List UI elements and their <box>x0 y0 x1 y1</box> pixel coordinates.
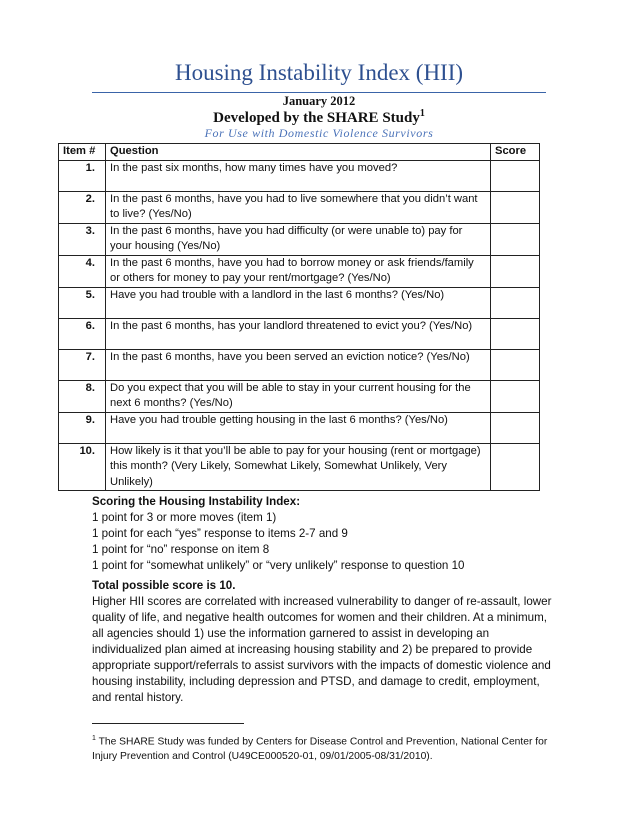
table-header-row <box>59 144 540 161</box>
item-number: 4. <box>59 255 106 287</box>
footnote-mark: 1 <box>92 735 96 742</box>
question-text: In the past 6 months, have you had difficulty (or were unable to) pay for your housing (Yes/No) <box>106 223 491 255</box>
score-cell[interactable] <box>491 443 540 491</box>
hii-table <box>58 143 540 491</box>
item-number: 5. <box>59 287 106 318</box>
question-text: In the past 6 months, have you been served an eviction notice? (Yes/No) <box>106 349 491 380</box>
table-row <box>59 412 540 443</box>
scoring-line: 1 point for 3 or more moves (item 1) <box>92 511 277 524</box>
score-cell[interactable] <box>491 223 540 255</box>
item-number: 8. <box>59 380 106 412</box>
table-row <box>59 191 540 223</box>
score-cell[interactable] <box>491 160 540 191</box>
question-text: Do you expect that you will be able to stay in your current housing for the next 6 months? (Yes/No) <box>106 380 491 412</box>
item-number: 1. <box>59 160 106 191</box>
question-text: In the past 6 months, have you had to borrow money or ask friends/family or others for money to pay your rent/mortgage? (Yes/No) <box>106 255 491 287</box>
score-cell[interactable] <box>491 380 540 412</box>
footnote-reference: 1 <box>419 108 425 119</box>
score-cell[interactable] <box>491 255 540 287</box>
document-date: January 2012 <box>282 94 356 108</box>
header-score: Score <box>491 144 540 161</box>
question-text: In the past six months, how many times have you moved? <box>106 160 491 191</box>
question-text: Have you had trouble with a landlord in the last 6 months? (Yes/No) <box>106 287 491 318</box>
footnote <box>92 731 552 764</box>
table-row <box>59 223 540 255</box>
table-row <box>59 160 540 191</box>
scoring-line: 1 point for “no” response on item 8 <box>92 543 270 556</box>
item-number: 6. <box>59 318 106 349</box>
item-number: 7. <box>59 349 106 380</box>
total-heading: Total possible score is 10. <box>92 579 236 592</box>
developed-by-line <box>0 108 638 127</box>
score-cell[interactable] <box>491 191 540 223</box>
item-number: 9. <box>59 412 106 443</box>
question-text: Have you had trouble getting housing in the last 6 months? (Yes/No) <box>106 412 491 443</box>
table-row <box>59 443 540 491</box>
scoring-section <box>92 494 552 574</box>
question-text: How likely is it that you’ll be able to pay for your housing (rent or mortgage) this month? (Very Likely, Somewhat Likely, Somewhat Unlikely, Very Unlikely) <box>106 443 491 491</box>
developed-by-text: Developed by the SHARE Study <box>213 110 420 126</box>
table-row <box>59 255 540 287</box>
scoring-line: 1 point for each “yes” response to items 2-7 and 9 <box>92 527 348 540</box>
question-text: In the past 6 months, has your landlord threatened to evict you? (Yes/No) <box>106 318 491 349</box>
table-row <box>59 287 540 318</box>
table-row <box>59 349 540 380</box>
document-subtitle: For Use with Domestic Violence Survivors <box>204 126 434 140</box>
footnote-divider <box>92 723 244 724</box>
scoring-line: 1 point for “somewhat unlikely” or “very unlikely” response to question 10 <box>92 559 465 572</box>
score-cell[interactable] <box>491 287 540 318</box>
header-question: Question <box>106 144 491 161</box>
table-row <box>59 318 540 349</box>
header-item-number: Item # <box>59 144 106 161</box>
total-body: Higher HII scores are correlated with increased vulnerability to danger of re-assault, lower quality of life, and negative health outcomes for women and their children. At a minimum, all agencies should 1) use the information garnered to assist in developing an individualized plan aimed at increasing housing stability and 2) be prepared to provide appropriate support/referrals to assist survivors with the impacts of domestic violence and housing instability, including depression and PTSD, and damage to credit, employment, and rental history. <box>92 595 552 704</box>
scoring-heading: Scoring the Housing Instability Index: <box>92 495 301 508</box>
item-number: 3. <box>59 223 106 255</box>
table-row <box>59 380 540 412</box>
item-number: 10. <box>59 443 106 491</box>
score-cell[interactable] <box>491 318 540 349</box>
footnote-text: The SHARE Study was funded by Centers for Disease Control and Prevention, National Center for Injury Prevention and Control (U49CE000520-01, 09/01/2005-08/31/2010). <box>92 736 548 763</box>
item-number: 2. <box>59 191 106 223</box>
total-section <box>92 578 552 706</box>
document-title: Housing Instability Index (HII) <box>174 60 464 85</box>
score-cell[interactable] <box>491 412 540 443</box>
question-text: In the past 6 months, have you had to live somewhere that you didn’t want to live? (Yes/No) <box>106 191 491 223</box>
score-cell[interactable] <box>491 349 540 380</box>
title-underline <box>92 92 546 93</box>
